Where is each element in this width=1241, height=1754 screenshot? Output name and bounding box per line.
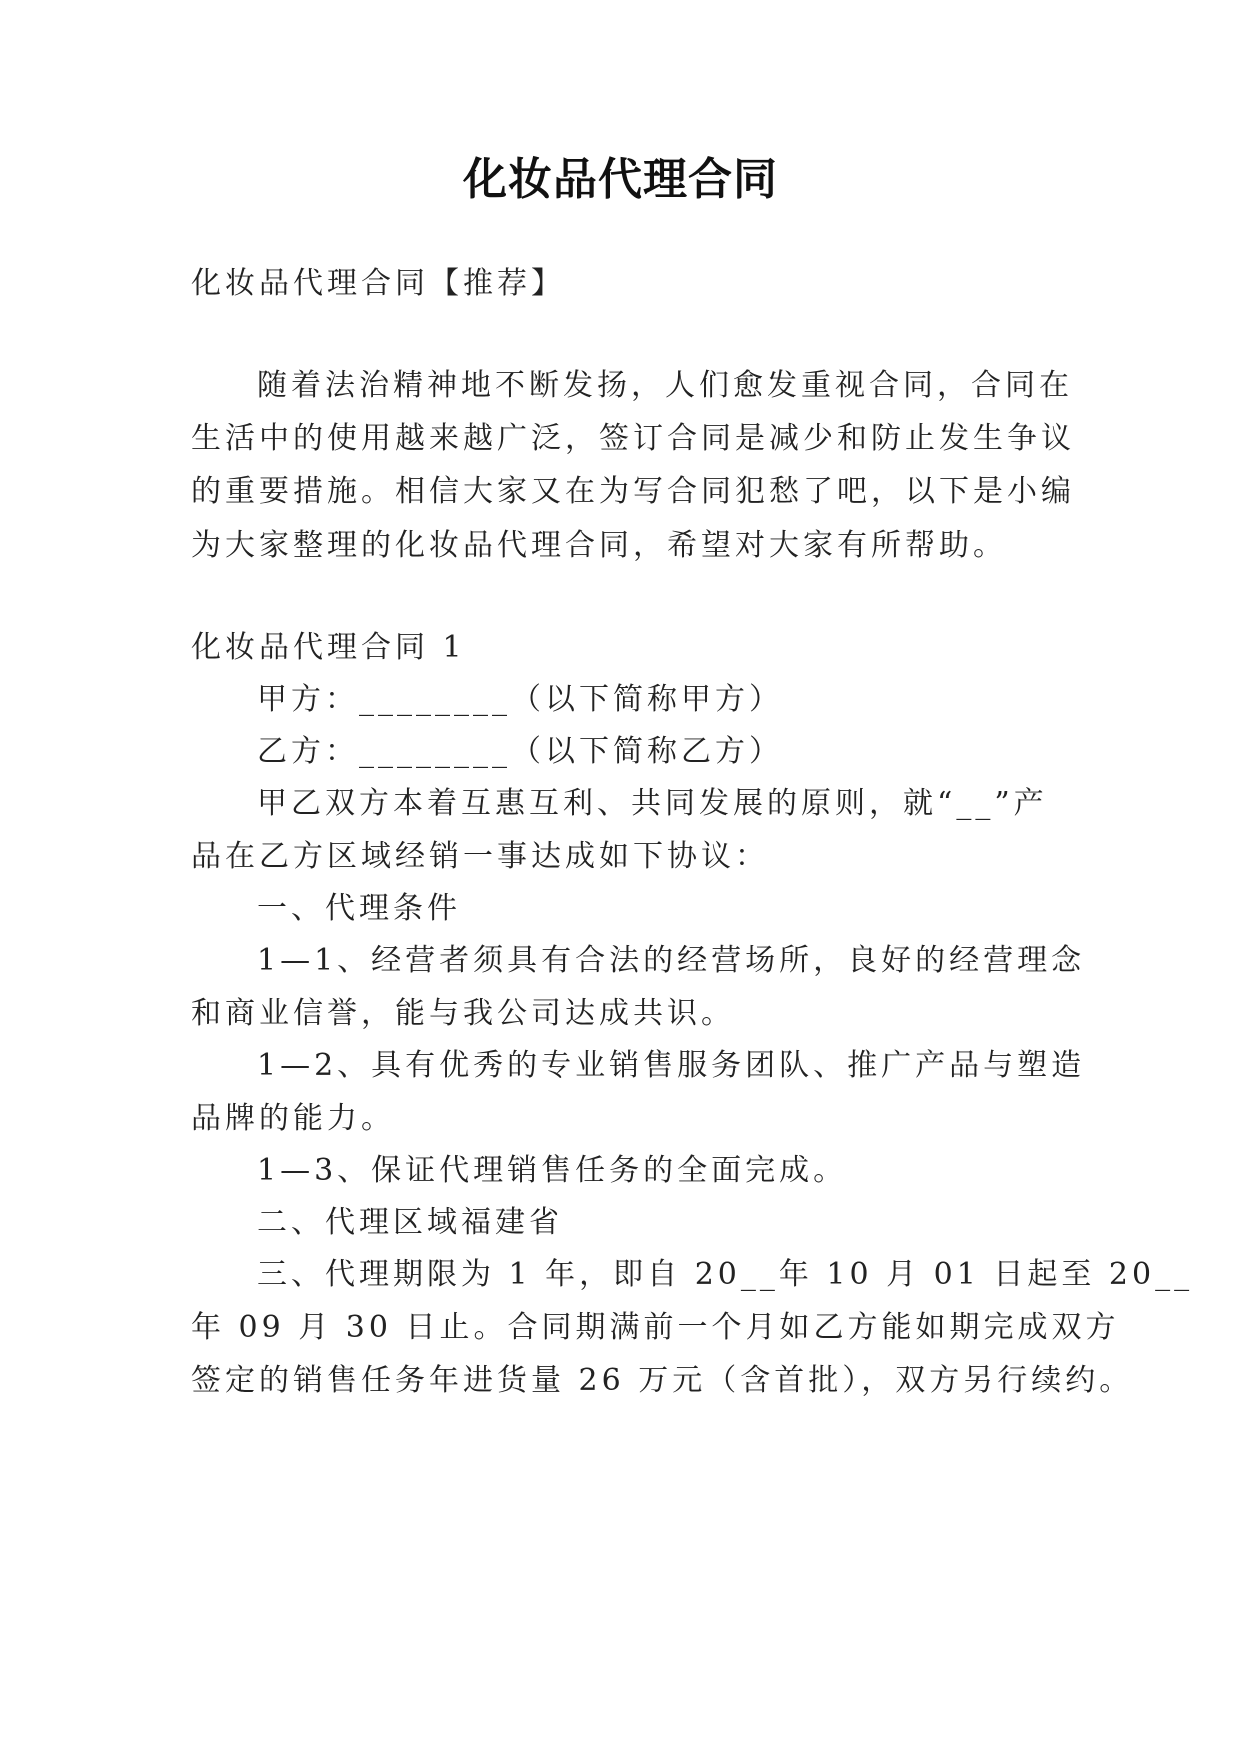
preamble-line: 甲乙双方本着互惠互利、共同发展的原则，就“__”产 [257, 786, 1048, 821]
intro-line: 随着法治精神地不断发扬，人们愈发重视合同，合同在 [257, 368, 1073, 403]
clause-1-1-line: 和商业信誉，能与我公司达成共识。 [191, 996, 735, 1031]
intro-line: 的重要措施。相信大家又在为写合同犯愁了吧，以下是小编 [191, 474, 1075, 509]
clause-1-2-line: 1—2、具有优秀的专业销售服务团队、推广产品与塑造 [257, 1048, 1086, 1083]
clause-1-title: 一、代理条件 [257, 891, 461, 926]
clause-1-1-line: 1—1、经营者须具有合法的经营场所，良好的经营理念 [257, 943, 1086, 978]
party-a: 甲方：________（以下简称甲方） [257, 682, 783, 717]
section-title: 化妆品代理合同 1 [191, 630, 466, 665]
intro-line: 为大家整理的化妆品代理合同，希望对大家有所帮助。 [191, 528, 1007, 563]
clause-3-line: 签定的销售任务年进货量 26 万元（含首批），双方另行续约。 [191, 1363, 1134, 1398]
intro-line: 生活中的使用越来越广泛，签订合同是减少和防止发生争议 [191, 421, 1075, 456]
clause-1-2-line: 品牌的能力。 [191, 1101, 395, 1136]
clause-2: 二、代理区域福建省 [257, 1205, 563, 1240]
preamble-line: 品在乙方区域经销一事达成如下协议： [191, 839, 769, 874]
clause-1-3: 1—3、保证代理销售任务的全面完成。 [257, 1153, 848, 1188]
document-subtitle: 化妆品代理合同【推荐】 [191, 266, 565, 301]
document-title: 化妆品代理合同 [463, 154, 778, 205]
clause-3-line: 三、代理期限为 1 年，即自 20__年 10 月 01 日起至 20__ [257, 1257, 1194, 1292]
clause-3-line: 年 09 月 30 日止。合同期满前一个月如乙方能如期完成双方 [191, 1310, 1120, 1345]
party-b: 乙方：________（以下简称乙方） [257, 734, 783, 769]
